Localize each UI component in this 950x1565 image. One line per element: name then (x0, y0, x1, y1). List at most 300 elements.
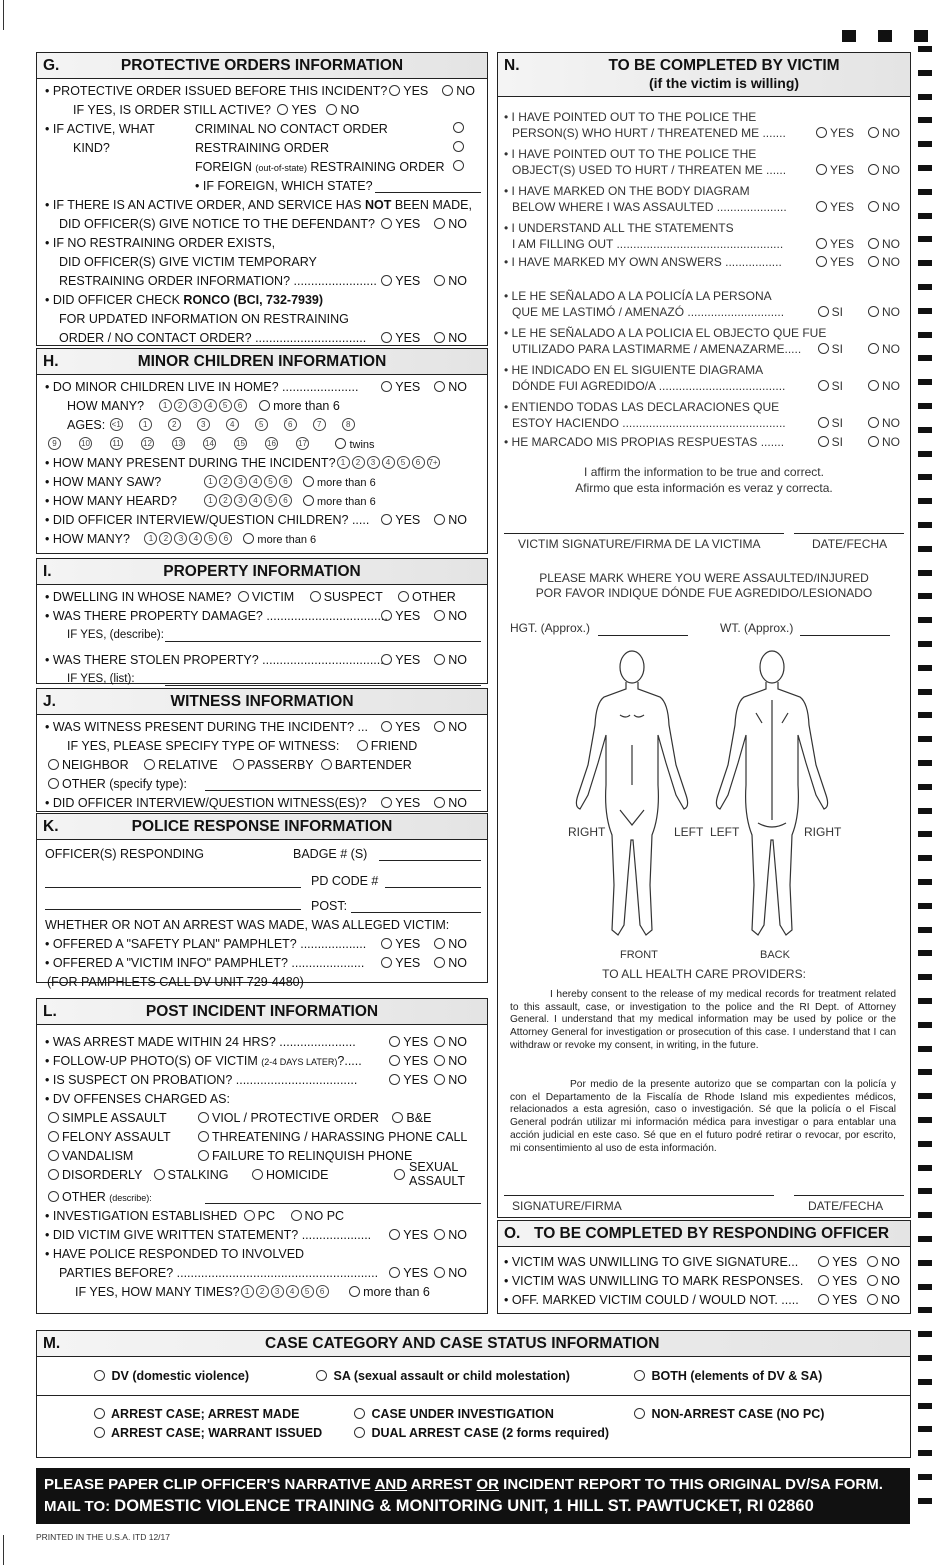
crop-mark (3, 0, 4, 30)
yes-radio[interactable] (381, 218, 392, 229)
yes-radio[interactable] (816, 256, 827, 267)
count-option-3[interactable]: 3 (271, 1285, 284, 1298)
yes-radio[interactable] (389, 1036, 400, 1047)
count-option-4[interactable]: 4 (382, 456, 395, 469)
opt-restraining-order: RESTRAINING ORDER (195, 141, 330, 155)
count-option-5[interactable]: 5 (204, 532, 217, 545)
neighbor-radio[interactable] (48, 759, 59, 770)
consent-spanish: Por medio de la presente autorizo que se compartan con la policía y con el Departamento de la Fiscalía de Rhode Island mis expedientes médicos, relacionados a esta agresión, caso o investigación. Sé que la policía o el Fiscal General podrán utilizar mi información médica para investigar o para entablar una acción judicial en este caso. Sé que en el futuro podré retirar o revocar, por escrito, mi consentimiento al uso de esta información. (510, 1079, 896, 1154)
yes-radio[interactable] (381, 957, 392, 968)
section-k-header (37, 814, 487, 840)
age-option-14[interactable]: 14 (203, 437, 216, 450)
opt-victim: VICTIM (251, 590, 295, 604)
both-radio[interactable] (634, 1370, 645, 1381)
sa-radio[interactable] (316, 1370, 327, 1381)
back-right-label: RIGHT (804, 825, 842, 839)
no-radio[interactable] (868, 343, 879, 354)
weight-field[interactable] (800, 635, 890, 636)
yes-radio[interactable] (818, 1256, 829, 1267)
footer-banner (36, 1468, 910, 1524)
q-written-statement: • DID VICTIM GIVE WRITTEN STATEMENT? .................... (45, 1228, 372, 1242)
no-radio[interactable] (868, 306, 879, 317)
no-radio[interactable] (434, 610, 445, 621)
stolen-list-field[interactable] (165, 685, 481, 686)
foreign-state-field[interactable] (375, 192, 481, 193)
post-field[interactable] (351, 912, 481, 913)
no-radio[interactable] (868, 436, 879, 447)
no-radio[interactable] (434, 1229, 445, 1240)
signature-line[interactable] (504, 1195, 774, 1196)
q-followup-note: (2-4 DAYS LATER) (261, 1057, 338, 1067)
no-radio[interactable] (868, 127, 879, 138)
timing-mark (918, 1093, 932, 1099)
opt-felony-assault: FELONY ASSAULT (62, 1130, 171, 1144)
yes-radio[interactable] (816, 164, 827, 175)
no-radio[interactable] (867, 1275, 878, 1286)
timing-mark (918, 1474, 932, 1480)
opt-passerby: PASSERBY (247, 758, 314, 772)
si-radio[interactable] (818, 436, 829, 447)
q-how-many-times: IF YES, HOW MANY TIMES? (75, 1285, 240, 1299)
timing-mark (918, 1141, 932, 1147)
victim-radio[interactable] (238, 591, 249, 602)
opt-neighbor: NEIGHBOR (62, 758, 129, 772)
timing-mark (918, 570, 932, 576)
n-body-diagram: • I HAVE MARKED ON THE BODY DIAGRAM (504, 184, 750, 198)
victim-signature-label: VICTIM SIGNATURE/FIRMA DE LA VICTIMA (518, 537, 761, 551)
count-option-3[interactable]: 3 (234, 475, 247, 488)
q-interview-children: • DID OFFICER INTERVIEW/QUESTION CHILDREN? ..... (45, 513, 370, 527)
n-person-pointed-2: PERSON(S) WHO HURT / THREATENED ME ....... (512, 126, 786, 140)
section-g-protective-orders: G. PROTECTIVE ORDERS INFORMATION • PROTECTIVE ORDER ISSUED BEFORE THIS INCIDENT? YES NO IF YES, IS ORDER STILL ACTIVE? YES NO • IF ACTIVE, WHAT CRIMINAL NO CONTACT ORDER KIND? RESTRAINING ORDER FOREIGN (out-of-state) RESTRAINING ORDER • IF FOREIGN, WHICH STATE? • IF THERE IS AN ACTIVE ORDER, AND SERVICE HAS NOT BEEN MADE, DID OFFICER(S) GIVE NOTICE TO THE DEFENDANT? YES NO • IF NO RESTRAINING ORDER EXISTS, DID OFFICER(S) GIVE VICTIM TEMPORARY RESTRAINING ORDER INFORMATION? ........................ YES NO • DID OFFICER CHECK RONCO (BCI, 732-7939) FOR UPDATED INFORMATION ON RESTRAINING ORDER / NO CONTACT ORDER? ................................ YES NO (36, 52, 488, 346)
yes-radio[interactable] (818, 1275, 829, 1286)
age-option-16[interactable]: 16 (265, 437, 278, 450)
opt-other-offense: OTHER (62, 1190, 110, 1204)
more-than-6-radio[interactable] (303, 476, 314, 487)
count-option-1[interactable]: 1 (144, 532, 157, 545)
count-option-2[interactable]: 2 (219, 494, 232, 507)
no-radio[interactable] (868, 201, 879, 212)
count-option-5[interactable]: 5 (219, 399, 232, 412)
opt-homicide: HOMICIDE (266, 1168, 329, 1182)
timing-mark (918, 712, 932, 718)
count-option-4[interactable]: 4 (286, 1285, 299, 1298)
timing-mark (918, 451, 932, 457)
twins-radio[interactable] (335, 438, 346, 449)
timing-mark (918, 1212, 932, 1218)
section-i-property: I. PROPERTY INFORMATION • DWELLING IN WHOSE NAME? VICTIM SUSPECT OTHER • WAS THERE PROPERTY DAMAGE? ................................... YES NO IF YES, (describe): • WAS THERE STOLEN PROPERTY? ................................... YES NO IF YES, (list): (36, 558, 488, 684)
other-radio[interactable] (398, 591, 409, 602)
q-witness-type: IF YES, PLEASE SPECIFY TYPE OF WITNESS: (67, 739, 340, 753)
yes-radio[interactable] (381, 721, 392, 732)
age-option-7[interactable]: 7 (313, 418, 326, 431)
n-es-objeto: • LE HE SEÑALADO A LA POLICIA EL OBJECTO QUE FUE (504, 326, 827, 340)
signature-label: SIGNATURE/FIRMA (512, 1199, 622, 1213)
age-option-<1[interactable]: <1 (111, 420, 121, 430)
section-title: POLICE RESPONSE INFORMATION (131, 818, 393, 835)
opt-vandalism: VANDALISM (62, 1149, 134, 1163)
timing-mark (918, 1117, 932, 1123)
age-option-6[interactable]: 6 (284, 418, 297, 431)
q-order-kind: • IF ACTIVE, WHAT (45, 122, 155, 136)
passerby-radio[interactable] (233, 759, 244, 770)
timing-mark (918, 46, 932, 52)
other-type-field[interactable] (205, 790, 481, 791)
no-radio[interactable] (868, 417, 879, 428)
q-notice-defendant: DID OFFICER(S) GIVE NOTICE TO THE DEFENDANT? (59, 217, 376, 231)
other-offense-radio[interactable] (48, 1191, 59, 1202)
no-radio[interactable] (868, 380, 879, 391)
count-option-4[interactable]: 4 (189, 532, 202, 545)
no-radio[interactable] (867, 1294, 878, 1305)
timing-mark (918, 998, 932, 1004)
viol-order-radio[interactable] (198, 1112, 209, 1123)
relative-radio[interactable] (144, 759, 155, 770)
q-present: • HOW MANY PRESENT DURING THE INCIDENT? (45, 456, 336, 470)
n-person-pointed: • I HAVE POINTED OUT TO THE POLICE THE (504, 110, 757, 124)
suspect-radio[interactable] (310, 591, 321, 602)
no-radio[interactable] (442, 85, 453, 96)
bne-radio[interactable] (392, 1112, 403, 1123)
arrest-victim-note: WHETHER OR NOT AN ARREST WAS MADE, WAS ALLEGED VICTIM: (45, 918, 450, 932)
count-option-3[interactable]: 3 (234, 494, 247, 507)
n-es-entiendo-2: ESTOY HACIENDO ................................................. (512, 416, 786, 430)
no-radio[interactable] (867, 1256, 878, 1267)
footer-mail-to: MAIL TO: DOMESTIC VIOLENCE TRAINING & MONITORING UNIT, 1 HILL ST. PAWTUCKET, RI 02860 (44, 1497, 814, 1515)
damage-describe-label: IF YES, (describe): (67, 629, 164, 641)
no-radio[interactable] (434, 957, 445, 968)
felony-assault-radio[interactable] (48, 1131, 59, 1142)
section-letter: N. (504, 57, 520, 74)
si-radio[interactable] (818, 380, 829, 391)
section-letter: G. (43, 57, 60, 74)
back-left-label: LEFT (710, 825, 740, 839)
sexual-assault-radio[interactable] (394, 1169, 405, 1180)
height-field[interactable] (598, 635, 688, 636)
timing-mark (918, 1307, 932, 1313)
no-radio[interactable] (434, 218, 445, 229)
front-left-label: LEFT (674, 825, 704, 839)
pc-radio[interactable] (244, 1210, 255, 1221)
disorderly-radio[interactable] (48, 1169, 59, 1180)
age-option-3[interactable]: 3 (197, 418, 210, 431)
date-line[interactable] (794, 533, 904, 534)
section-h-header (37, 349, 487, 375)
count-option-6[interactable]: 6 (412, 456, 425, 469)
badge-label: BADGE # (S) (293, 847, 368, 861)
count-option-6[interactable]: 6 (234, 399, 247, 412)
q-no-restraining: • IF NO RESTRAINING ORDER EXISTS, (45, 236, 276, 250)
section-letter: L. (43, 1003, 57, 1020)
n-es-entiendo: • ENTIENDO TODAS LAS DECLARACIONES QUE (504, 400, 780, 414)
health-care-heading: TO ALL HEALTH CARE PROVIDERS: (602, 967, 806, 981)
other-radio[interactable] (48, 778, 59, 789)
no-radio[interactable] (434, 381, 445, 392)
timing-mark (918, 355, 932, 361)
pd-code-field[interactable] (385, 887, 481, 888)
section-letter: K. (43, 818, 59, 835)
other-offense-field[interactable] (205, 1203, 481, 1204)
count-option-4[interactable]: 4 (204, 399, 217, 412)
count-option-3[interactable]: 3 (174, 532, 187, 545)
q-ronco: • DID OFFICER CHECK (45, 293, 184, 307)
section-o-officer: O. TO BE COMPLETED BY RESPONDING OFFICER • VICTIM WAS UNWILLING TO GIVE SIGNATURE... YES NO • VICTIM WAS UNWILLING TO MARK RESPONSES. YES NO • OFF. MARKED VICTIM COULD / WOULD NOT. ..... YES NO (497, 1220, 911, 1314)
count-option-2[interactable]: 2 (174, 399, 187, 412)
no-radio[interactable] (434, 654, 445, 665)
count-option-6[interactable]: 6 (279, 475, 292, 488)
warrant-issued-radio[interactable] (94, 1427, 105, 1438)
count-option-3[interactable]: 3 (367, 456, 380, 469)
yes-radio[interactable] (381, 514, 392, 525)
yes-radio[interactable] (277, 104, 288, 115)
timing-mark (918, 379, 932, 385)
damage-describe-field[interactable] (165, 641, 481, 642)
yes-radio[interactable] (381, 610, 392, 621)
timing-mark (918, 831, 932, 837)
timing-mark (918, 308, 932, 314)
no-radio[interactable] (868, 238, 879, 249)
n-es-propias: • HE MARCADO MIS PROPIAS RESPUESTAS ....... (504, 435, 785, 449)
q-investigation: • INVESTIGATION ESTABLISHED (45, 1209, 238, 1223)
age-option-5[interactable]: 5 (255, 418, 268, 431)
yes-radio[interactable] (816, 238, 827, 249)
q-officer-marked: • OFF. MARKED VICTIM COULD / WOULD NOT. ..... (504, 1293, 799, 1307)
vandalism-radio[interactable] (48, 1150, 59, 1161)
count-option-5[interactable]: 5 (301, 1285, 314, 1298)
yes-radio[interactable] (381, 654, 392, 665)
age-option-4[interactable]: 4 (226, 418, 239, 431)
more-than-6-radio[interactable] (303, 495, 314, 506)
q-followup-photos: • FOLLOW-UP PHOTO(S) OF VICTIM (45, 1054, 262, 1068)
no-radio[interactable] (434, 275, 445, 286)
affirm-en: I affirm the information to be true and correct. (584, 465, 824, 479)
yes-radio[interactable] (389, 85, 400, 96)
homicide-radio[interactable] (252, 1169, 263, 1180)
timing-mark (918, 427, 932, 433)
weight-label: WT. (Approx.) (720, 621, 794, 635)
timing-mark (918, 641, 932, 647)
count-option-5[interactable]: 5 (264, 494, 277, 507)
count-option-6[interactable]: 6 (316, 1285, 329, 1298)
footer-line-1: PLEASE PAPER CLIP OFFICER'S NARRATIVE AND ARREST OR INCIDENT REPORT TO THIS ORIGINAL DV/SA FORM. (44, 1476, 883, 1493)
opt-stalking: STALKING (167, 1168, 229, 1182)
count-option-6[interactable]: 6 (279, 494, 292, 507)
timing-mark (918, 903, 932, 909)
post-label: POST: (311, 899, 348, 913)
no-radio[interactable] (434, 514, 445, 525)
no-radio[interactable] (868, 256, 879, 267)
timing-mark (918, 1355, 932, 1361)
count-option-3[interactable]: 3 (189, 399, 202, 412)
no-radio[interactable] (434, 332, 445, 343)
count-option-4[interactable]: 4 (249, 494, 262, 507)
q-witness-present: • WAS WITNESS PRESENT DURING THE INCIDENT? ... (45, 720, 368, 734)
mark-instruction-en: PLEASE MARK WHERE YOU WERE ASSAULTED/INJURED (539, 571, 869, 585)
age-option-1[interactable]: 1 (139, 418, 152, 431)
section-title: TO BE COMPLETED BY VICTIM (608, 57, 840, 74)
opt-non-arrest: NON-ARREST CASE (NO PC) (651, 1407, 825, 1421)
simple-assault-radio[interactable] (48, 1112, 59, 1123)
timing-mark (918, 1260, 932, 1266)
q-interview-witness: • DID OFFICER INTERVIEW/QUESTION WITNESS(ES)? (45, 796, 367, 810)
q-foreign-state: • IF FOREIGN, WHICH STATE? (195, 179, 373, 193)
timing-mark (918, 808, 932, 814)
yes-radio[interactable] (381, 797, 392, 808)
si-radio[interactable] (818, 417, 829, 428)
officers-field[interactable] (45, 887, 301, 888)
opt-bne: B&E (406, 1111, 432, 1125)
count-option-7+[interactable]: 7+ (428, 458, 438, 468)
more-than-6-radio[interactable] (243, 533, 254, 544)
age-option-17[interactable]: 17 (296, 437, 309, 450)
count-option-1[interactable]: 1 (204, 494, 217, 507)
no-radio[interactable] (434, 1267, 445, 1278)
height-label: HGT. (Approx.) (510, 621, 591, 635)
badge-field[interactable] (379, 860, 481, 861)
section-title: PROTECTIVE ORDERS INFORMATION (120, 57, 404, 74)
body-diagram[interactable] (558, 645, 848, 963)
count-option-1[interactable]: 1 (337, 456, 350, 469)
officers-field-2[interactable] (45, 909, 301, 910)
q-followup-dots: ?..... (337, 1054, 362, 1068)
front-pelvis (620, 810, 644, 825)
more-than-6-radio[interactable] (259, 400, 270, 411)
q-unwilling-mark: • VICTIM WAS UNWILLING TO MARK RESPONSES. (504, 1274, 804, 1288)
section-l-post-incident: L. POST INCIDENT INFORMATION • WAS ARREST MADE WITHIN 24 HRS? ...................... YES NO • FOLLOW-UP PHOTO(S) OF VICTIM (2-4 DAYS LATER)?..... YES NO • IS SUSPECT ON PROBATION? ................................... YES NO • DV OFFENSES CHARGED AS: SIMPLE ASSAULT VIOL / PROTECTIVE ORDER B&E FELONY ASSAULT THREATENING / HARASSING PHONE CALL VANDALISM FAILURE TO RELINQUISH PHONE DISORDERLY STALKING HOMICIDE SEXUAL ASSAULT OTHER (describe): • INVESTIGATION ESTABLISHED PC NO PC • DID VICTIM GIVE WRITTEN STATEMENT? .................... YES NO • HAVE POLICE RESPONDED TO INVOLVED PARTIES BEFORE? .......................................................... YES NO IF YES, HOW MANY TIMES? 1 2 3 4 5 6 more than 6 (36, 998, 488, 1314)
yes-radio[interactable] (816, 127, 827, 138)
count-option-2[interactable]: 2 (256, 1285, 269, 1298)
registration-mark (914, 30, 928, 42)
opt-dv: DV (domestic violence) (111, 1369, 250, 1383)
non-arrest-radio[interactable] (634, 1408, 645, 1419)
q-dwelling-name: • DWELLING IN WHOSE NAME? (45, 590, 232, 604)
count-option-5[interactable]: 5 (264, 475, 277, 488)
more-than-6-label: more than 6 (317, 477, 376, 489)
age-option-2[interactable]: 2 (168, 418, 181, 431)
yes-radio[interactable] (389, 1267, 400, 1278)
age-option-15[interactable]: 15 (234, 437, 247, 450)
no-radio[interactable] (326, 104, 337, 115)
q-property-damage: • WAS THERE PROPERTY DAMAGE? ................................... (45, 609, 388, 623)
more-than-6-radio[interactable] (349, 1286, 360, 1297)
section-m-header (37, 1331, 910, 1357)
timing-mark (918, 617, 932, 623)
no-radio[interactable] (434, 1074, 445, 1085)
opt-failure-relinquish: FAILURE TO RELINQUISH PHONE (212, 1149, 413, 1163)
friend-radio[interactable] (357, 740, 368, 751)
threatening-radio[interactable] (198, 1131, 209, 1142)
q-ronco-3: ORDER / NO CONTACT ORDER? ................................ (59, 331, 367, 345)
n-es-diagrama-2: DÓNDE FUI AGREDIDO/A ...................................... (512, 379, 786, 393)
no-radio[interactable] (868, 164, 879, 175)
opt-bartender: BARTENDER (334, 758, 412, 772)
officers-label: OFFICER(S) RESPONDING (45, 847, 205, 861)
count-option-2[interactable]: 2 (219, 475, 232, 488)
q-unwilling-signature: • VICTIM WAS UNWILLING TO GIVE SIGNATURE... (504, 1255, 799, 1269)
timing-mark (918, 1046, 932, 1052)
under-investigation-radio[interactable] (354, 1408, 365, 1419)
count-option-5[interactable]: 5 (397, 456, 410, 469)
registration-mark (878, 30, 892, 42)
no-radio[interactable] (434, 1055, 445, 1066)
bartender-radio[interactable] (321, 759, 332, 770)
age-option-9[interactable]: 9 (48, 437, 61, 450)
count-option-1[interactable]: 1 (159, 399, 172, 412)
date-line-2[interactable] (794, 1195, 904, 1196)
criminal-no-contact-radio[interactable] (453, 122, 464, 133)
no-radio[interactable] (434, 1036, 445, 1047)
count-option-1[interactable]: 1 (204, 475, 217, 488)
dv-radio[interactable] (94, 1370, 105, 1381)
q-how-many-children: HOW MANY? (67, 399, 145, 413)
opt-criminal-no-contact: CRIMINAL NO CONTACT ORDER (195, 122, 388, 136)
timing-mark (918, 1379, 932, 1385)
timing-mark (918, 332, 932, 338)
restraining-order-radio[interactable] (453, 141, 464, 152)
no-radio[interactable] (434, 938, 445, 949)
timing-mark (918, 760, 932, 766)
si-radio[interactable] (818, 343, 829, 354)
yes-radio[interactable] (381, 332, 392, 343)
yes-radio[interactable] (389, 1055, 400, 1066)
age-option-10[interactable]: 10 (79, 437, 92, 450)
yes-radio[interactable] (389, 1074, 400, 1085)
count-option-2[interactable]: 2 (159, 532, 172, 545)
yes-radio[interactable] (818, 1294, 829, 1305)
age-option-8[interactable]: 8 (342, 418, 355, 431)
stalking-radio[interactable] (154, 1169, 165, 1180)
dual-arrest-radio[interactable] (354, 1427, 365, 1438)
opt-viol-order: VIOL / PROTECTIVE ORDER (212, 1111, 379, 1125)
si-radio[interactable] (818, 306, 829, 317)
count-option-6[interactable]: 6 (219, 532, 232, 545)
no-pc-radio[interactable] (291, 1210, 302, 1221)
count-option-2[interactable]: 2 (352, 456, 365, 469)
q-responded-before: • HAVE POLICE RESPONDED TO INVOLVED (45, 1247, 305, 1261)
section-m-case-category (36, 1330, 911, 1458)
count-option-1[interactable]: 1 (241, 1285, 254, 1298)
no-radio[interactable] (434, 797, 445, 808)
no-radio[interactable] (434, 721, 445, 732)
timing-mark (918, 284, 932, 290)
timing-mark (918, 1165, 932, 1171)
section-letter: O. (504, 1225, 521, 1242)
yes-radio[interactable] (381, 938, 392, 949)
foreign-order-radio[interactable] (453, 160, 464, 171)
yes-radio[interactable] (381, 275, 392, 286)
timing-mark (918, 522, 932, 528)
timing-mark (918, 1403, 932, 1409)
date-label: DATE/FECHA (812, 537, 888, 551)
failure-relinquish-radio[interactable] (198, 1150, 209, 1161)
yes-radio[interactable] (816, 201, 827, 212)
count-option-4[interactable]: 4 (249, 475, 262, 488)
arrest-made-radio[interactable] (94, 1408, 105, 1419)
n-object-pointed-2: OBJECT(S) USED TO HURT / THREATEN ME ...... (512, 163, 787, 177)
age-option-13[interactable]: 13 (172, 437, 185, 450)
opt-simple-assault: SIMPLE ASSAULT (62, 1111, 167, 1125)
timing-mark (918, 236, 932, 242)
opt-warrant-issued: ARREST CASE; WARRANT ISSUED (111, 1426, 323, 1440)
section-i-header (37, 559, 487, 585)
age-option-12[interactable]: 12 (141, 437, 154, 450)
timing-mark (918, 70, 932, 76)
q-order-still-active: IF YES, IS ORDER STILL ACTIVE? (73, 103, 271, 117)
victim-signature-line[interactable] (504, 533, 784, 534)
age-option-11[interactable]: 11 (110, 437, 123, 450)
yes-radio[interactable] (389, 1229, 400, 1240)
yes-radio[interactable] (381, 381, 392, 392)
